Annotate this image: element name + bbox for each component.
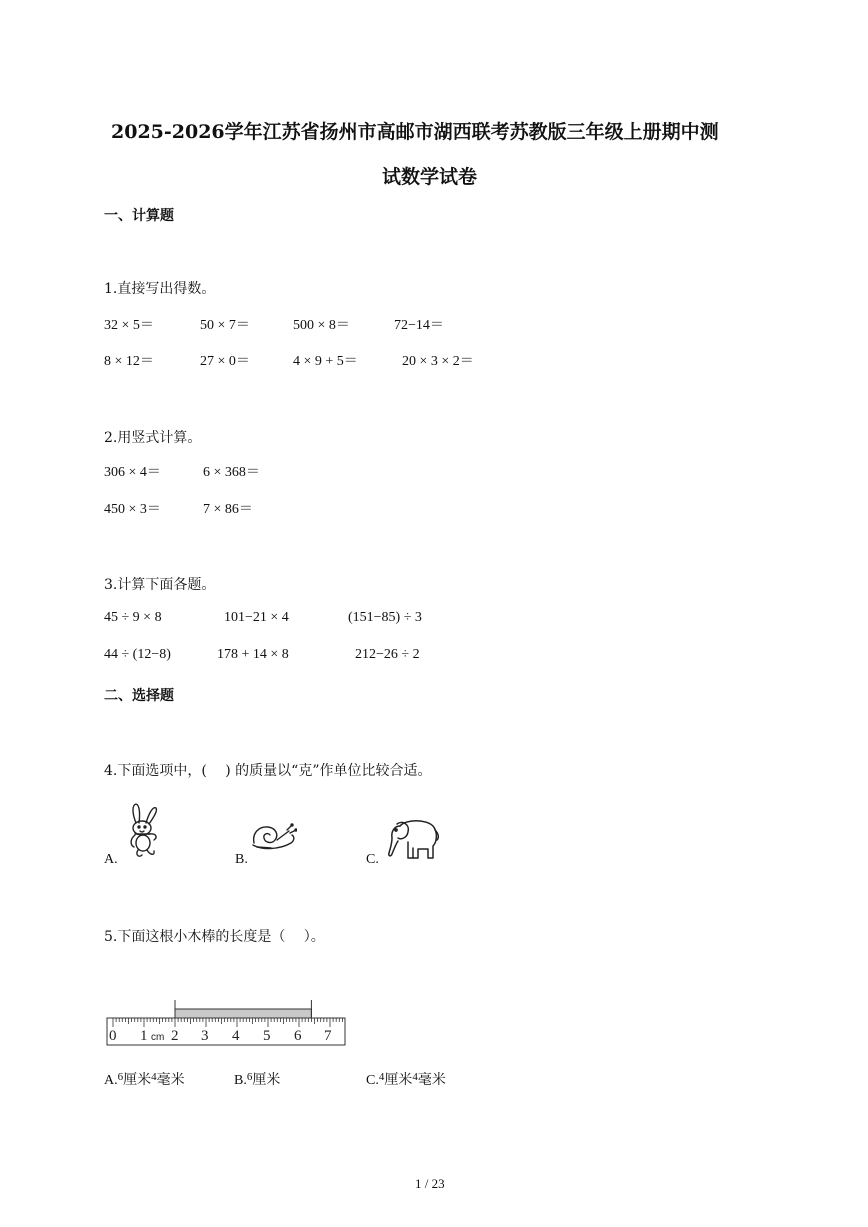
q2-expr: 450 × 3＝ [104, 502, 161, 517]
ruler-unit-label: cm [151, 1032, 165, 1043]
q5-option-a-u2: 毫米 [156, 1073, 185, 1088]
title-line2: 试数学试卷 [382, 166, 478, 188]
q4-option-b[interactable]: B. [235, 852, 248, 867]
snail-icon [251, 821, 297, 853]
q5-option-c-n2: 4 [412, 1071, 418, 1083]
rabbit-icon [122, 803, 170, 859]
section-heading-choice: 二、选择题 [104, 688, 174, 704]
q3-expr: 212−26 ÷ 2 [355, 647, 420, 662]
q1-expr: 4 × 9 + 5＝ [293, 354, 358, 369]
q5-prompt: 5.下面这根小木棒的长度是（ ）。 [104, 929, 325, 945]
q2-prompt: 2.用竖式计算。 [104, 430, 202, 446]
q4-option-c[interactable]: C. [366, 852, 379, 867]
ruler-label: 0 [109, 1028, 117, 1044]
q4-prompt: 4.下面选项中，( ) 的质量以“克”作单位比较合适。 [104, 763, 432, 779]
q5-option-a[interactable] [104, 1069, 185, 1089]
title-line1: 2025-2026学年江苏省扬州市高邮市湖西联考苏教版三年级上册期中测 [111, 121, 719, 143]
ruler-label: 3 [201, 1028, 209, 1044]
q5-option-c[interactable] [366, 1069, 446, 1089]
ruler-label: 7 [324, 1028, 332, 1044]
q3-expr: 101−21 × 4 [224, 610, 289, 625]
q5-option-b[interactable] [234, 1069, 280, 1089]
q5-option-b-u1: 厘米 [252, 1073, 281, 1088]
ruler-label: 6 [294, 1028, 302, 1044]
q1-prompt: 1.直接写出得数。 [104, 281, 216, 297]
q5-option-a-n1: 6 [117, 1071, 124, 1083]
wooden-stick [175, 1009, 311, 1018]
q5-option-c-n1: 4 [378, 1071, 385, 1083]
q3-expr: (151−85) ÷ 3 [348, 610, 422, 625]
q2-expr: 7 × 86＝ [203, 502, 253, 517]
ruler-label: 5 [263, 1028, 271, 1044]
q5-option-c-u2: 毫米 [417, 1073, 446, 1088]
q4-option-a[interactable]: A. [104, 852, 118, 867]
q5-option-c-letter: C. [366, 1073, 379, 1088]
ruler-label: 4 [232, 1028, 240, 1044]
q3-prompt: 3.计算下面各题。 [104, 577, 216, 593]
q5-option-b-letter: B. [234, 1073, 247, 1088]
section-heading-calc: 一、计算题 [104, 208, 174, 224]
q3-expr: 45 ÷ 9 × 8 [104, 610, 162, 625]
q5-option-c-u1: 厘米 [384, 1073, 413, 1088]
q2-expr: 6 × 368＝ [203, 465, 260, 480]
q1-expr: 27 × 0＝ [200, 354, 250, 369]
q3-expr: 44 ÷ (12−8) [104, 647, 171, 662]
ruler-label: 1 [140, 1028, 148, 1044]
q1-expr: 32 × 5＝ [104, 318, 154, 333]
q1-expr: 72−14＝ [394, 318, 444, 333]
q2-expr: 306 × 4＝ [104, 465, 161, 480]
q5-option-b-n1: 6 [246, 1071, 253, 1083]
q1-expr: 20 × 3 × 2＝ [402, 354, 474, 369]
ruler-figure [105, 998, 349, 1048]
q1-expr: 50 × 7＝ [200, 318, 250, 333]
ruler-label: 2 [171, 1028, 179, 1044]
q1-expr: 8 × 12＝ [104, 354, 154, 369]
q5-option-a-n2: 4 [151, 1071, 157, 1083]
page-number: 1 / 23 [415, 1176, 445, 1191]
elephant-icon [386, 816, 440, 862]
q3-expr: 178 + 14 × 8 [217, 647, 289, 662]
q1-expr: 500 × 8＝ [293, 318, 350, 333]
q5-option-a-u1: 厘米 [123, 1073, 152, 1088]
q5-option-a-letter: A. [104, 1073, 118, 1088]
